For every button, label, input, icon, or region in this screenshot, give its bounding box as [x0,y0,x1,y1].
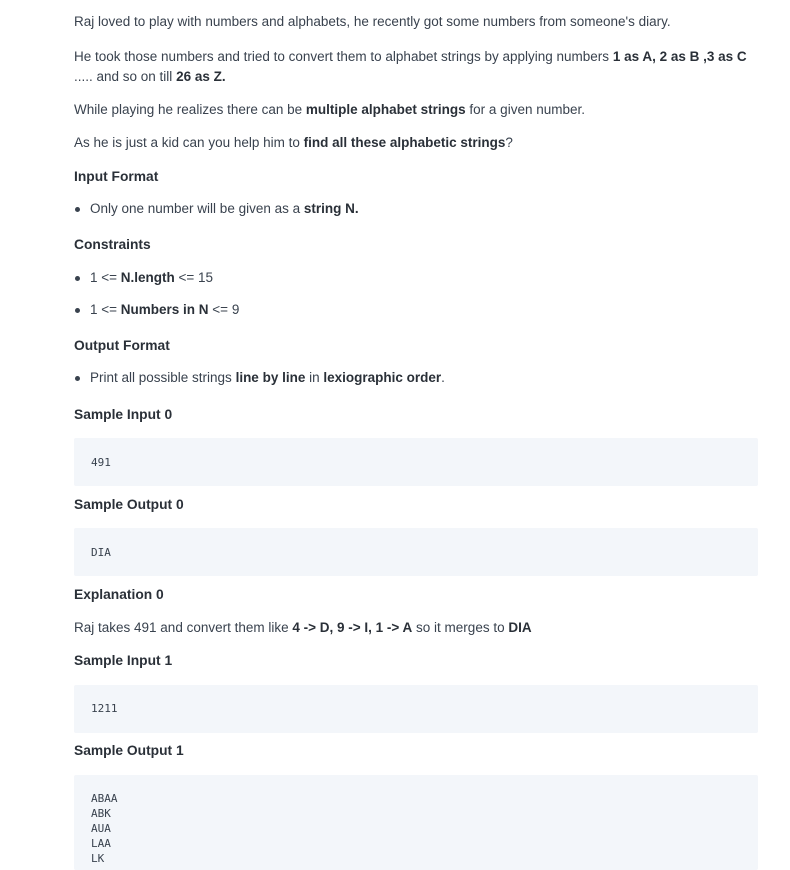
list-item: Only one number will be given as a string N. [74,199,758,219]
intro-paragraph-2: He took those numbers and tried to convert them to alphabet strings by applying numbers 1 as A, 2 as B ,3 as C ..... and so on till 26 as Z. [74,49,747,84]
list-item: Print all possible strings line by line in lexiographic order. [74,368,758,388]
list-item: 1 <= Numbers in N <= 9 [74,300,758,320]
code-line: LK [91,852,105,865]
intro-paragraph-3: While playing he realizes there can be multiple alphabet strings for a given number. [74,102,585,117]
sample-input-1-heading: Sample Input 1 [74,653,173,668]
code-line: ABK [91,807,111,820]
intro-paragraph-4: As he is just a kid can you help him to find all these alphabetic strings? [74,135,513,150]
code-line: 1211 [91,702,118,715]
code-line: DIA [91,546,111,559]
constraints-heading: Constraints [74,237,151,252]
code-line: LAA [91,837,111,850]
input-format-heading: Input Format [74,169,159,184]
input-format-list [74,199,758,219]
explanation-0-text: Raj takes 491 and convert them like 4 -> D, 9 -> I, 1 -> A so it merges to DIA [74,620,532,635]
list-item: 1 <= N.length <= 15 [74,268,758,288]
intro-paragraph-1: Raj loved to play with numbers and alphabets, he recently got some numbers from someone's diary. [74,14,671,29]
explanation-0-heading: Explanation 0 [74,587,164,602]
code-line: ABAA [91,792,118,805]
sample-input-1-code [74,685,758,733]
output-format-list [74,368,758,388]
sample-output-1-code [74,775,758,870]
code-line: AUA [91,822,111,835]
constraints-list [74,268,758,288]
sample-output-1-heading: Sample Output 1 [74,743,184,758]
sample-output-0-heading: Sample Output 0 [74,497,184,512]
sample-output-0-code [74,528,758,576]
output-format-heading: Output Format [74,338,170,353]
constraints-list-2 [74,300,758,320]
sample-input-0-heading: Sample Input 0 [74,407,173,422]
sample-input-0-code [74,438,758,486]
code-line: 491 [91,456,111,469]
